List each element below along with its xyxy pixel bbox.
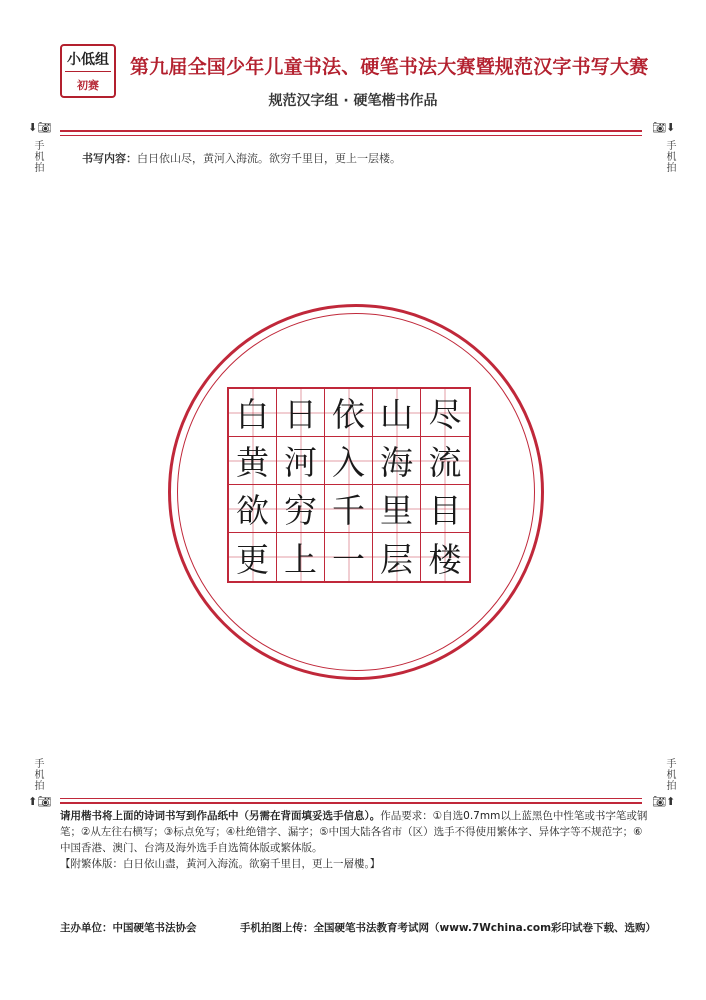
writing-content-text: 白日依山尽，黄河入海流。欲穷千里目，更上一层楼。 <box>137 152 401 165</box>
requirements-body: 作品要求：①自选0.7mm以上蓝黑色中性笔或书字笔或钢笔；②从左往右横写；③标点免写；④杜绝错字、漏字；⑤中国大陆各省市（区）选手不得使用繁体字、异体字等不规范字；⑥中国香港、澳门、台湾及海外选手自选简体版或繁体版。 <box>60 810 648 854</box>
requirements-intro: 请用楷书将上面的诗词书写到作品纸中（另需在背面填妥选手信息）。 <box>60 810 381 822</box>
footer-organizer: 主办单位：中国硬笔书法协会 <box>60 922 197 934</box>
grid-cell: 楼 <box>421 533 469 581</box>
download-arrow-icon: ⬇ <box>28 121 38 134</box>
footer-upload: 手机拍图上传：全国硬笔书法教育考试网（www.7Wchina.com彩印试卷下载、选购） <box>240 922 657 934</box>
camera-icon: 📷︎ <box>652 795 666 808</box>
grid-cell: 里 <box>373 485 421 533</box>
calligraphy-grid <box>227 387 471 583</box>
page-subtitle: 规范汉字组 · 硬笔楷书作品 <box>268 93 438 109</box>
grid-cell: 河 <box>277 437 325 485</box>
page-title: 第九届全国少年儿童书法、硬笔书法大赛暨规范汉字书写大赛 <box>130 56 649 78</box>
badge-round-label: 初赛 <box>77 79 99 92</box>
badge-divider <box>65 71 111 72</box>
phone-shoot-label-top-right: 手机拍 <box>664 140 675 173</box>
top-rule-thin <box>60 135 642 136</box>
grid-cell: 尽 <box>421 389 469 437</box>
camera-marker-top-left <box>28 121 51 134</box>
phone-shoot-label-bottom-left: 手机拍 <box>32 758 43 791</box>
grid-cell: 更 <box>229 533 277 581</box>
grid-cell: 流 <box>421 437 469 485</box>
writing-content <box>82 150 401 166</box>
writing-content-label: 书写内容： <box>82 152 137 165</box>
grid-cell: 上 <box>277 533 325 581</box>
grid-cell: 依 <box>325 389 373 437</box>
upload-arrow-icon: ⬆ <box>28 795 38 808</box>
requirements-block <box>60 808 650 872</box>
camera-marker-top-right <box>652 121 675 134</box>
grid-cell: 入 <box>325 437 373 485</box>
phone-shoot-label-bottom-right: 手机拍 <box>664 758 675 791</box>
camera-icon: 📷︎ <box>37 121 52 134</box>
camera-icon: 📷︎ <box>37 795 52 808</box>
grid-cell: 黄 <box>229 437 277 485</box>
upload-arrow-icon: ⬆ <box>665 795 676 808</box>
grid-cell: 穷 <box>277 485 325 533</box>
grid-cell: 白 <box>229 389 277 437</box>
phone-shoot-label-top-left: 手机拍 <box>32 140 43 173</box>
camera-marker-bottom-right <box>652 795 675 808</box>
grid-cell: 层 <box>373 533 421 581</box>
bottom-rule-thin <box>60 798 642 799</box>
bottom-rule <box>60 802 642 804</box>
grid-cell: 一 <box>325 533 373 581</box>
grid-cell: 山 <box>373 389 421 437</box>
grid-cell: 日 <box>277 389 325 437</box>
camera-icon: 📷︎ <box>652 121 666 134</box>
top-rule <box>60 130 642 132</box>
camera-marker-bottom-left <box>28 795 51 808</box>
grid-cell: 海 <box>373 437 421 485</box>
grid-cell: 目 <box>421 485 469 533</box>
grid-cell: 欲 <box>229 485 277 533</box>
download-arrow-icon: ⬇ <box>665 121 676 134</box>
requirements-traditional: 【附繁体版：白日依山盡，黃河入海流。欲窮千里目，更上一層樓。】 <box>60 858 381 870</box>
grid-cell: 千 <box>325 485 373 533</box>
badge-group-label: 小低组 <box>67 52 109 68</box>
